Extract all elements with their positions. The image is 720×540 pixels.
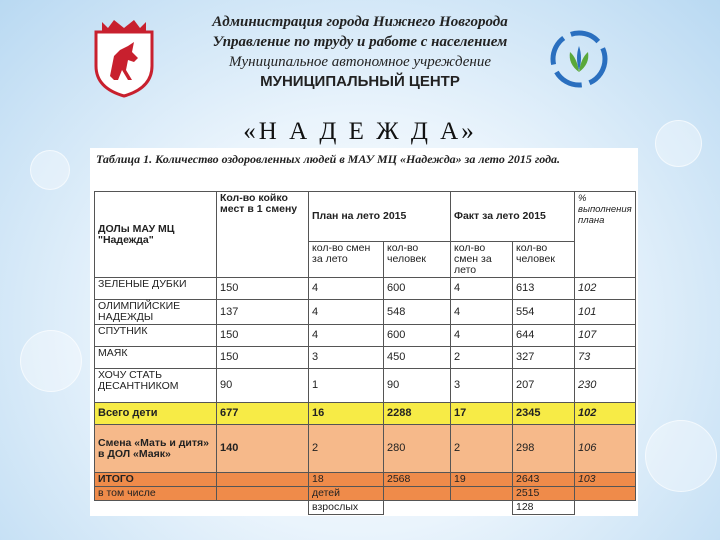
row-camp-name: МАЯК (95, 347, 217, 369)
itogo-sub-label: в том числе (95, 487, 217, 501)
row-plan-shifts: 1 (309, 369, 384, 403)
header-beds: Кол-во койко мест в 1 смену (217, 192, 309, 278)
mother-child-label: Смена «Мать и дитя» в ДОЛ «Маяк» (95, 425, 217, 473)
row-camp-name: ЗЕЛЕНЫЕ ДУБКИ (95, 278, 217, 300)
mother-child-plan-people: 280 (384, 425, 451, 473)
subheader-plan-shifts: кол-во смен за лето (309, 242, 384, 278)
itogo-sub-empty (384, 487, 451, 501)
mother-child-beds: 140 (217, 425, 309, 473)
mother-child-plan-shifts: 2 (309, 425, 384, 473)
itogo-children-label: детей (309, 487, 384, 501)
total-children-plan-shifts: 16 (309, 403, 384, 425)
itogo-sub-empty (451, 487, 513, 501)
row-plan-shifts: 4 (309, 278, 384, 300)
row-camp-name: ХОЧУ СТАТЬ ДЕСАНТНИКОМ (95, 369, 217, 403)
row-plan-shifts: 4 (309, 325, 384, 347)
header-line-department: Управление по труду и работе с населением (212, 34, 508, 50)
total-children-beds: 677 (217, 403, 309, 425)
row-fact-shifts: 4 (451, 278, 513, 300)
header-block (150, 12, 570, 92)
row-percent: 107 (575, 325, 636, 347)
header-line-institution: Муниципальное автономное учреждение (228, 54, 492, 70)
header-plan: План на лето 2015 (309, 192, 451, 242)
itogo-sub-empty (384, 501, 451, 515)
decor-bubble (645, 420, 717, 492)
nadezhda-logo (550, 30, 608, 88)
itogo-percent: 103 (575, 473, 636, 487)
row-percent: 230 (575, 369, 636, 403)
table-row (95, 347, 636, 369)
row-fact-people: 554 (513, 300, 575, 325)
row-fact-shifts: 4 (451, 325, 513, 347)
itogo-beds-empty (217, 473, 309, 487)
header-percent: % выполнения плана (575, 192, 636, 278)
total-children-fact-shifts: 17 (451, 403, 513, 425)
subheader-fact-shifts: кол-во смен за лето (451, 242, 513, 278)
row-beds: 150 (217, 325, 309, 347)
row-fact-shifts: 3 (451, 369, 513, 403)
page-title: «Н А Д Е Ж Д А» (243, 118, 477, 145)
header-fact: Факт за лето 2015 (451, 192, 575, 242)
itogo-fact-people: 2643 (513, 473, 575, 487)
row-camp-name: ОЛИМПИЙСКИЕ НАДЕЖДЫ (95, 300, 217, 325)
header-camps: ДОЛы МАУ МЦ "Надежда" (95, 192, 217, 278)
itogo-sub-empty (217, 501, 309, 515)
row-fact-shifts: 2 (451, 347, 513, 369)
header-line-center: МУНИЦИПАЛЬНЫЙ ЦЕНТР (260, 73, 460, 90)
itogo-sub-empty (451, 501, 513, 515)
row-plan-people: 90 (384, 369, 451, 403)
row-fact-people: 207 (513, 369, 575, 403)
row-plan-people: 600 (384, 325, 451, 347)
itogo-row (95, 473, 636, 487)
row-fact-people: 327 (513, 347, 575, 369)
total-children-plan-people: 2288 (384, 403, 451, 425)
itogo-fact-adults: 128 (513, 501, 575, 515)
table-row (95, 369, 636, 403)
total-children-row (95, 403, 636, 425)
itogo-sub-empty (95, 501, 217, 515)
table-header-row (95, 192, 636, 242)
total-children-fact-people: 2345 (513, 403, 575, 425)
subheader-plan-people: кол-во человек (384, 242, 451, 278)
row-fact-people: 613 (513, 278, 575, 300)
table-row (95, 325, 636, 347)
itogo-plan-shifts: 18 (309, 473, 384, 487)
total-children-label: Всего дети (95, 403, 217, 425)
row-beds: 137 (217, 300, 309, 325)
row-plan-shifts: 4 (309, 300, 384, 325)
row-percent: 102 (575, 278, 636, 300)
mother-child-row (95, 425, 636, 473)
row-beds: 150 (217, 278, 309, 300)
table-row (95, 300, 636, 325)
mother-child-percent: 106 (575, 425, 636, 473)
itogo-plan-people: 2568 (384, 473, 451, 487)
row-percent: 101 (575, 300, 636, 325)
itogo-fact-shifts: 19 (451, 473, 513, 487)
table-row (95, 278, 636, 300)
itogo-sub-empty (217, 487, 309, 501)
row-fact-people: 644 (513, 325, 575, 347)
row-fact-shifts: 4 (451, 300, 513, 325)
summer-health-table (94, 191, 636, 515)
itogo-sub-empty (575, 501, 636, 515)
row-plan-people: 450 (384, 347, 451, 369)
itogo-fact-children: 2515 (513, 487, 575, 501)
header-line-administration: Администрация города Нижнего Новгорода (212, 14, 508, 30)
itogo-sub-empty (575, 487, 636, 501)
row-plan-people: 600 (384, 278, 451, 300)
row-percent: 73 (575, 347, 636, 369)
itogo-label: ИТОГО (95, 473, 217, 487)
subheader-fact-people: кол-во человек (513, 242, 575, 278)
itogo-adults-row (95, 501, 636, 515)
table-caption: Таблица 1. Количество оздоровленных людей в МАУ МЦ «Надежда» за лето 2015 года. (96, 152, 561, 166)
itogo-adults-label: взрослых (309, 501, 384, 515)
row-beds: 150 (217, 347, 309, 369)
row-plan-people: 548 (384, 300, 451, 325)
decor-bubble (30, 150, 70, 190)
decor-bubble (20, 330, 82, 392)
row-beds: 90 (217, 369, 309, 403)
itogo-sub-row (95, 487, 636, 501)
row-plan-shifts: 3 (309, 347, 384, 369)
total-children-percent: 102 (575, 403, 636, 425)
mother-child-fact-people: 298 (513, 425, 575, 473)
mother-child-fact-shifts: 2 (451, 425, 513, 473)
scanned-table-document (90, 148, 638, 516)
row-camp-name: СПУТНИК (95, 325, 217, 347)
